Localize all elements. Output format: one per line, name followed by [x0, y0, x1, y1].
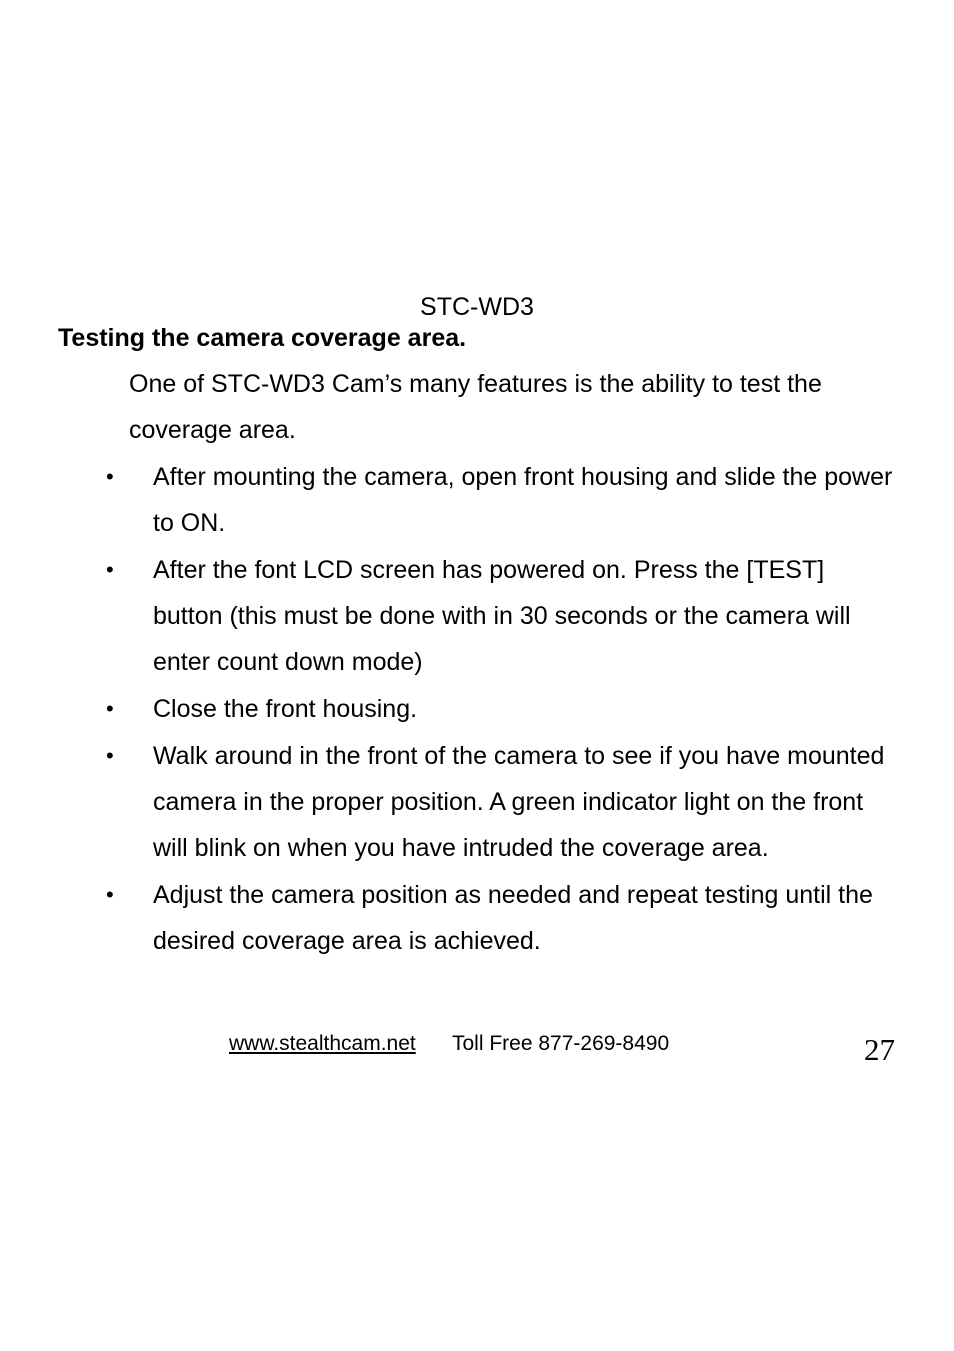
bullet-icon: •	[106, 464, 114, 489]
instruction-list	[0, 454, 954, 965]
list-item-text: After mounting the camera, open front housing and slide the power to ON.	[153, 463, 893, 537]
model-header: STC-WD3	[420, 293, 534, 321]
website-link[interactable]: www.stealthcam.net	[229, 1032, 416, 1055]
intro-paragraph: One of STC-WD3 Cam’s many features is the ability to test the coverage area.	[129, 370, 822, 444]
list-item	[0, 686, 898, 732]
list-item	[0, 454, 898, 546]
bullet-icon: •	[106, 696, 114, 721]
bullet-icon: •	[106, 557, 114, 582]
list-item	[0, 547, 898, 685]
bullet-icon: •	[106, 743, 114, 768]
list-item-text: Walk around in the front of the camera to see if you have mounted camera in the proper position. A green indicator light on the front will blink on when you have intruded the coverage area.	[153, 742, 885, 862]
list-item-text: Close the front housing.	[153, 695, 418, 723]
page-number: 27	[864, 1032, 895, 1067]
list-item	[0, 733, 898, 871]
phone-number: Toll Free 877-269-8490	[452, 1032, 670, 1055]
list-item-text: After the font LCD screen has powered on. Press the [TEST] button (this must be done with in 30 seconds or the camera will enter count down mode)	[153, 556, 851, 676]
section-title: Testing the camera coverage area.	[58, 324, 467, 352]
bullet-icon: •	[106, 882, 114, 907]
list-item	[0, 872, 898, 964]
list-item-text: Adjust the camera position as needed and repeat testing until the desired coverage area is achieved.	[153, 881, 873, 955]
